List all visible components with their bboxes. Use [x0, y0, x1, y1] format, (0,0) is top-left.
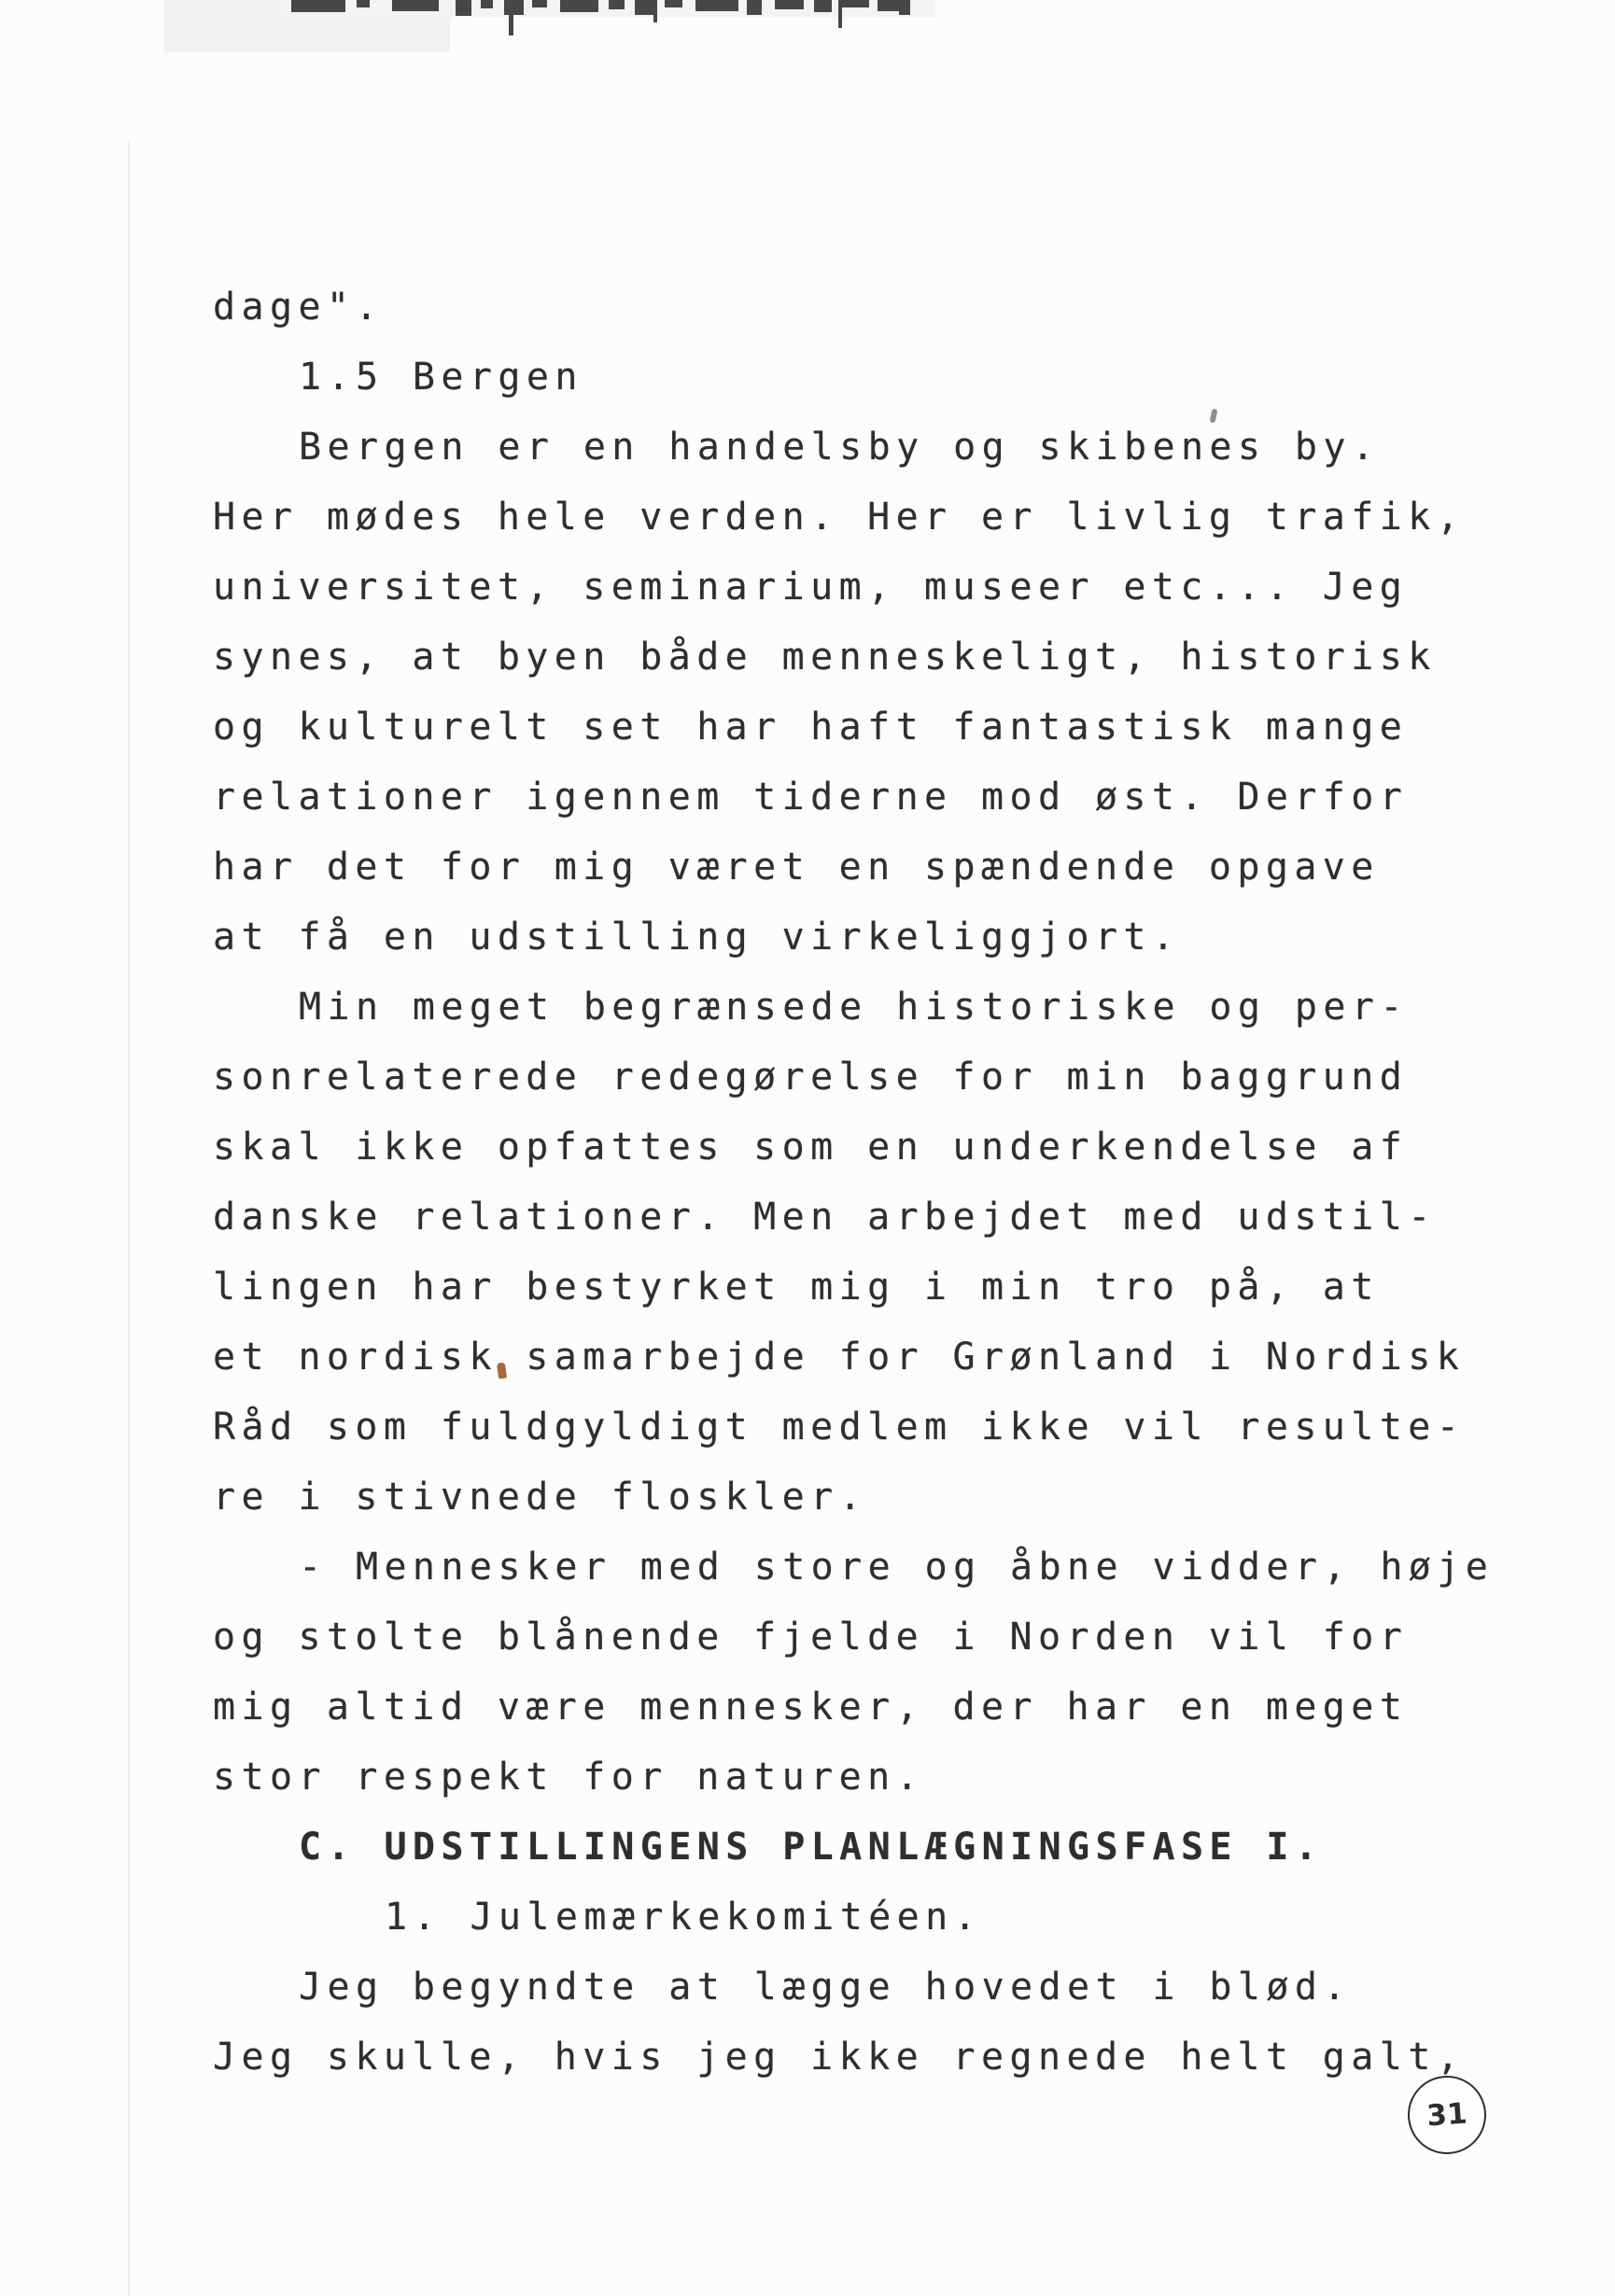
- text-line: Bergen er en handelsby og skibenes by.: [299, 426, 1381, 469]
- text-line: 1.5 Bergen: [299, 356, 583, 399]
- text-line: Råd som fuldgyldigt medlem ikke vil resulte-: [213, 1406, 1466, 1449]
- text-line: skal ikke opfattes som en underkendelse af: [213, 1126, 1409, 1169]
- text-line: sonrelaterede redegørelse for min baggrund: [213, 1056, 1409, 1099]
- section-heading-line: C. UDSTILLINGENS PLANLÆGNINGSFASE I.: [299, 1826, 1324, 1869]
- scan-shade-band: [280, 0, 935, 17]
- text-line: Her mødes hele verden. Her er livlig trafik,: [213, 496, 1466, 539]
- text-line: Jeg begyndte at lægge hovedet i blød.: [299, 1966, 1352, 2009]
- page-number: 31: [1425, 2096, 1468, 2134]
- text-line: har det for mig været en spændende opgave: [213, 846, 1380, 889]
- text-line: og stolte blånende fjelde i Norden vil for: [213, 1616, 1409, 1659]
- text-line: danske relationer. Men arbejdet med udstil-: [213, 1196, 1437, 1239]
- text-line: lingen har bestyrket mig i min tro på, at: [213, 1266, 1380, 1309]
- text-line: stor respekt for naturen.: [213, 1756, 925, 1799]
- text-line: at få en udstilling virkeliggjort.: [213, 916, 1181, 959]
- text-line: Min meget begrænsede historiske og per-: [299, 986, 1409, 1029]
- page-edge-line: [128, 140, 130, 2296]
- document-text: [213, 273, 1494, 2093]
- text-line: og kulturelt set har haft fantastisk mange: [213, 706, 1409, 749]
- text-line: dage".: [213, 286, 384, 329]
- text-line: Jeg skulle, hvis jeg ikke regnede helt galt,: [213, 2036, 1466, 2079]
- text-line: re i stivnede floskler.: [213, 1476, 868, 1519]
- text-line: synes, at byen både menneskeligt, historisk: [213, 636, 1437, 679]
- text-line: mig altid være mennesker, der har en meget: [213, 1686, 1409, 1729]
- text-line: - Mennesker med store og åbne vidder, høje: [299, 1546, 1495, 1589]
- text-line: et nordisk samarbejde for Grønland i Nordisk: [213, 1336, 1466, 1379]
- text-line: universitet, seminarium, museer etc... Jeg: [213, 566, 1409, 609]
- text-line: 1. Julemærkekomitéen.: [385, 1896, 983, 1939]
- text-line: relationer igennem tiderne mod øst. Derfor: [213, 776, 1409, 819]
